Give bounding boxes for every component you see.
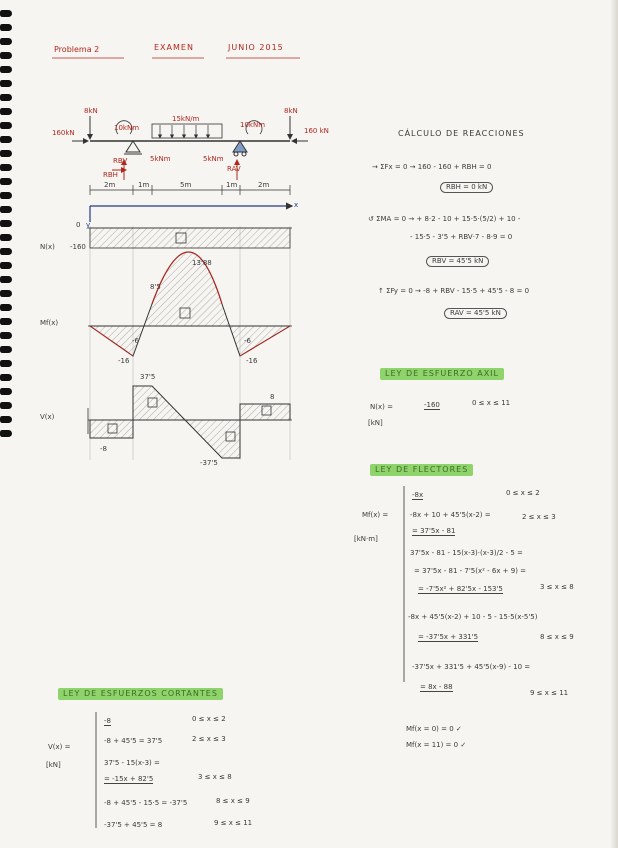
left-applied-moment: 10kNm — [114, 124, 140, 132]
shear-law-title: LEY DE ESFUERZOS CORTANTES — [58, 688, 223, 700]
shear-right-value: 8 — [270, 393, 275, 401]
shear-law-expr-1: -8 — [104, 717, 111, 725]
dim-5: 2m — [258, 181, 270, 189]
shear-law-unit: [kN] — [46, 761, 61, 769]
shear-top-value: 37'5 — [140, 373, 156, 381]
reaction-rbv-label: RBV — [113, 157, 128, 165]
moment-law-range-10: 9 ≤ x ≤ 11 — [530, 689, 569, 697]
moment-val-4: -6 — [244, 337, 251, 345]
shear-law-expr-2: -8 + 45'5 = 37'5 — [104, 737, 163, 745]
moment-check-2: Mf(x = 11) = 0 ✓ — [406, 741, 467, 749]
moment-val-2: -6 — [132, 337, 139, 345]
axial-diagram-label: N(x) — [40, 243, 55, 251]
moment-law-expr-7: -8x + 45'5(x-2) + 10 - 5 - 15·5(x-5'5) — [408, 613, 538, 621]
moment-law-expr-3: = 37'5x - 81 — [412, 527, 456, 535]
axial-law-unit: [kN] — [368, 419, 383, 427]
dim-3: 5m — [180, 181, 192, 189]
dim-2: 1m — [138, 181, 150, 189]
moment-law-expr-1: -8x — [412, 491, 424, 499]
moment-law-expr-2: -8x + 10 + 45'5(x-2) = — [410, 511, 491, 519]
reaction-result-1: RBH = 0 kN — [440, 182, 493, 193]
shear-law-expr-5: -8 + 45'5 - 15·5 = -37'5 — [104, 799, 188, 807]
left-axial-load: 160kN — [52, 129, 75, 137]
zero-label: 0 — [76, 221, 81, 229]
shear-law-range-5: 8 ≤ x ≤ 9 — [216, 797, 250, 805]
left-point-load: 8kN — [84, 107, 98, 115]
reaction-eq-2b: - 15·5 - 3'5 + RBV·7 - 8·9 = 0 — [410, 233, 513, 241]
right-support-moment: 5kNm — [203, 155, 224, 163]
reaction-eq-3: ↑ ΣFy = 0 → -8 + RBV - 15·5 + 45'5 - 8 = 0 — [378, 287, 530, 295]
moment-law-expr-6: = -7'5x² + 82'5x - 153'5 — [418, 585, 503, 593]
reaction-rav-label: RAV — [227, 165, 241, 173]
left-support-moment: 5kNm — [150, 155, 171, 163]
reactions-title: CÁLCULO DE REACCIONES — [398, 129, 525, 138]
moment-law-unit: [kN·m] — [354, 535, 378, 543]
moment-val-3: 8'5 — [150, 283, 161, 291]
moment-law-lhs: Mf(x) = — [362, 511, 389, 519]
shear-left-value: -8 — [100, 445, 107, 453]
shear-law-expr-4: = -15x + 82'5 — [104, 775, 154, 783]
problem-title: Problema 2 — [54, 45, 100, 54]
x-axis-label: x — [294, 201, 299, 209]
moment-law-title: LEY DE FLECTORES — [370, 464, 473, 476]
beam-sketch — [72, 116, 308, 222]
moment-diagram-label: Mf(x) — [40, 319, 59, 327]
moment-law-range-6: 3 ≤ x ≤ 8 — [540, 583, 574, 591]
right-point-load: 8kN — [284, 107, 298, 115]
axial-law-title: LEY DE ESFUERZO AXIL — [380, 368, 504, 380]
axial-law-lhs: N(x) = — [370, 403, 393, 411]
reaction-rbh-label: RBH — [103, 171, 118, 179]
shear-law-range-4: 3 ≤ x ≤ 8 — [198, 773, 232, 781]
dim-4: 1m — [226, 181, 238, 189]
reaction-result-3: RAV = 45'5 kN — [444, 308, 507, 319]
exam-label: EXAMEN — [154, 43, 194, 52]
moment-law-range-2: 2 ≤ x ≤ 3 — [522, 513, 556, 521]
moment-law-expr-5: = 37'5x - 81 - 7'5(x² - 6x + 9) = — [414, 567, 527, 575]
dim-1: 2m — [104, 181, 116, 189]
axial-law-range: 0 ≤ x ≤ 11 — [472, 399, 511, 407]
shear-diagram — [88, 386, 292, 458]
moment-val-1: -16 — [118, 357, 130, 365]
right-axial-load: 160 kN — [304, 127, 329, 135]
session-label: JUNIO 2015 — [228, 43, 284, 52]
moment-check-1: Mf(x = 0) = 0 ✓ — [406, 725, 462, 733]
moment-law-range-1: 0 ≤ x ≤ 2 — [506, 489, 540, 497]
shear-law-range-2: 2 ≤ x ≤ 3 — [192, 735, 226, 743]
moment-law-expr-4: 37'5x - 81 - 15(x-3)·(x-3)/2 - 5 = — [410, 549, 523, 557]
shear-law-lhs: V(x) = — [48, 743, 71, 751]
right-applied-moment: 10kNm — [240, 121, 266, 129]
shear-law-range-1: 0 ≤ x ≤ 2 — [192, 715, 226, 723]
shear-law-range-6: 9 ≤ x ≤ 11 — [214, 819, 253, 827]
shear-bottom-value: -37'5 — [200, 459, 218, 467]
moment-peak: 13'88 — [192, 259, 212, 267]
axial-diagram — [88, 228, 292, 248]
moment-diagram — [88, 252, 292, 356]
shear-law-expr-6: -37'5 + 45'5 = 8 — [104, 821, 163, 829]
reaction-result-2: RBV = 45'5 kN — [426, 256, 489, 267]
moment-law-expr-9: -37'5x + 331'5 + 45'5(x-9) - 10 = — [412, 663, 531, 671]
moment-law-expr-10: = 8x - 88 — [420, 683, 453, 691]
axial-value: -160 — [70, 243, 86, 251]
distributed-load-label: 15kN/m — [172, 115, 200, 123]
shear-diagram-label: V(x) — [40, 413, 55, 421]
axial-law-expr: -160 — [424, 401, 440, 409]
moment-law-range-8: 8 ≤ x ≤ 9 — [540, 633, 574, 641]
reaction-eq-2a: ↺ ΣMA = 0 → + 8·2 - 10 + 15·5·(5/2) + 10 - — [368, 215, 521, 223]
shear-law-expr-3: 37'5 - 15(x-3) = — [104, 759, 160, 767]
y-axis-label: y — [86, 221, 91, 229]
reaction-eq-1: → ΣFx = 0 → 160 - 160 + RBH = 0 — [372, 163, 492, 171]
moment-law-expr-8: = -37'5x + 331'5 — [418, 633, 479, 641]
moment-val-5: -16 — [246, 357, 258, 365]
